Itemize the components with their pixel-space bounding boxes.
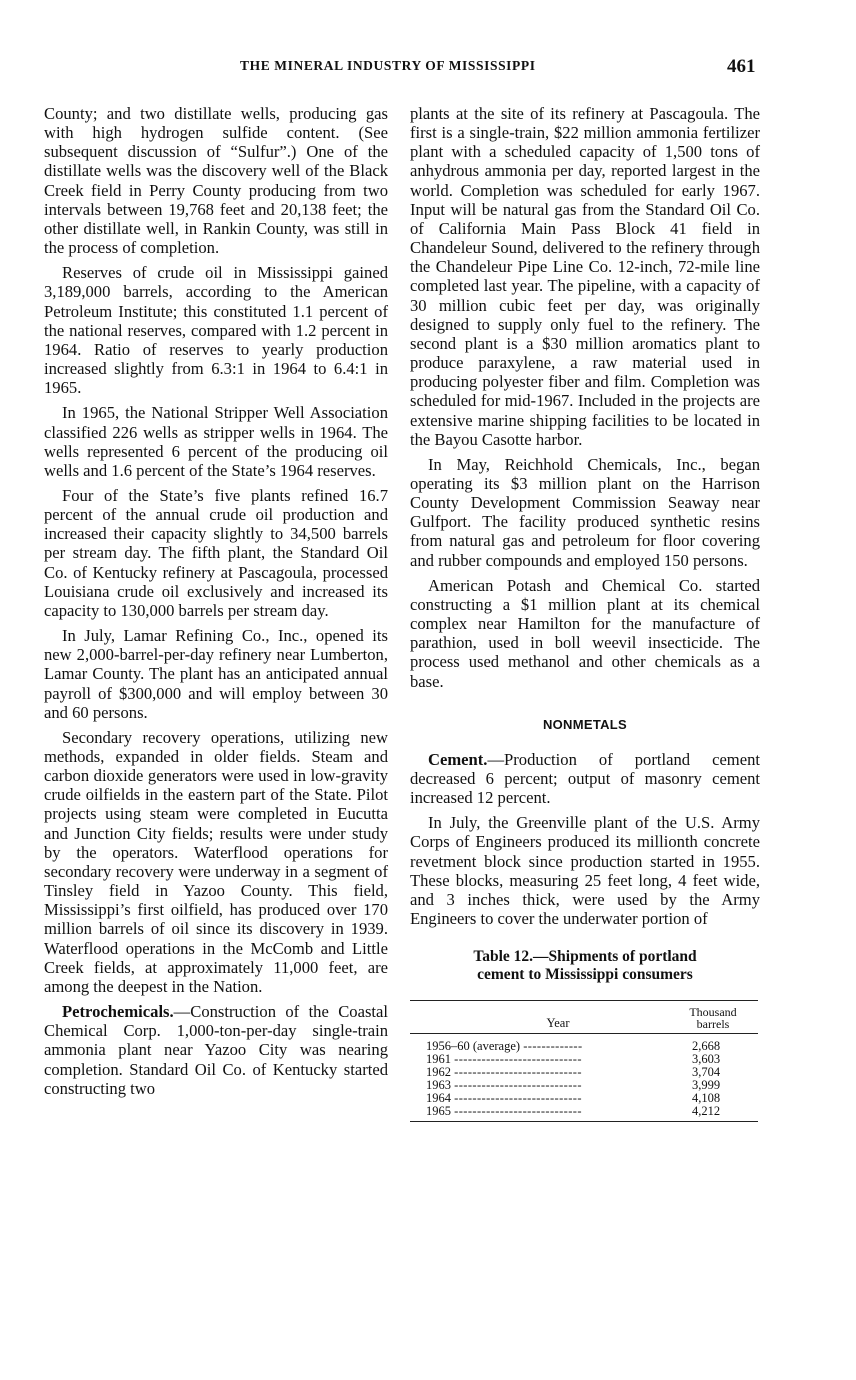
paragraph: plants at the site of its refinery at Pascagoula. The first is a single-train, $22 million ammonia fertilizer plant with a scheduled capacity of 1,500 tons of anhydrous ammonia per day, reported largest in the world. Completion was scheduled for early 1967. Input will be natural gas from the Standard Oil Co. of California Main Pass Block 41 field in Chandeleur Sound, delivered to the refinery through the Chandeleur Pipe Line Co. 12-inch, 72-mile line completed last year. The pipeline, with a capacity of 30 million cubic feet per day, was originally designed to supply only fuel to the refinery. The second plant is a $30 million aromatics plant to produce paraxylene, a raw material used in producing polyester fiber and film. Completion was scheduled for mid-1967. Included in the projects are extensive marine shipping facilities to be located in the Bayou Casotte harbor.: [410, 104, 760, 449]
runin-heading-cement: Cement.: [428, 749, 488, 769]
paragraph: American Potash and Chemical Co. started constructing a $1 million plant at its chemical complex near Hamilton for the manufacture of parathion, used in boll weevil insecticide. The process used methanol and other chemicals as a base.: [410, 575, 760, 691]
table-cell-year: 1961: [426, 1053, 451, 1067]
runin-heading-petrochemicals: Petrochemicals.: [62, 1002, 174, 1022]
right-column: [410, 104, 760, 1122]
paragraph: In July, Lamar Refining Co., Inc., opened its new 2,000-barrel-per-day refinery near Lumberton, Lamar County. The plant has an anticipated annual payroll of $300,000 and will employ between 30 and 60 persons.: [44, 626, 388, 722]
table-title: [410, 948, 760, 984]
leader-dots: ----------------------------: [454, 1066, 582, 1080]
paragraph: Reserves of crude oil in Mississippi gained 3,189,000 barrels, according to the American Petroleum Institute; this constituted 1.1 percent of the national reserves, compared with 1.2 percent in 1964. Ratio of reserves to yearly production increased slightly from 6.3:1 in 1964 to 6.4:1 in 1965.: [44, 263, 388, 398]
table-cell-value: 3,999: [692, 1078, 721, 1093]
paragraph: In 1965, the National Stripper Well Association classified 226 wells as stripper wells in 1964. The wells represented 6 percent of the producing oil wells and 1.6 percent of the State’s 1964 reserves.: [44, 403, 388, 480]
cement-paragraph: [410, 750, 760, 807]
table-cell-year: 1956–60 (average): [426, 1039, 521, 1054]
leader-dots: ----------------------------: [454, 1092, 582, 1106]
table-cell-value: 3,704: [692, 1065, 721, 1080]
table-cell-year: 1962: [426, 1066, 451, 1080]
paragraph: Four of the State’s five plants refined 16.7 percent of the annual crude oil production and increased their capacity slightly to 34,500 barrels per stream day. The fifth plant, the Standard Oil Co. of Kentucky refinery at Pascagoula, processed Louisiana crude oil exclusively and increased its capacity to 130,000 barrels per stream day.: [44, 485, 388, 620]
column-header-thousand-barrels: [668, 1001, 758, 1034]
table-row: [410, 1034, 758, 1054]
table-cell-value: 3,603: [692, 1052, 721, 1067]
table-cell-year: 1963: [426, 1079, 451, 1093]
column-header-line: Thousand: [689, 1005, 737, 1020]
petrochemicals-paragraph: [44, 1002, 388, 1098]
column-header-line: barrels: [696, 1017, 730, 1032]
table-row: [410, 1105, 758, 1122]
petrochemicals-text: —Construction of the Coastal Chemical Corp. 1,000-ton-per-day single-train ammonia plant near Yazoo City was nearing completion. Standard Oil Co. of Kentucky started constructing two: [44, 1002, 388, 1098]
shipments-table: [410, 1000, 758, 1122]
table-header-row: [410, 1001, 758, 1034]
column-header-year: Year: [410, 1001, 668, 1034]
paragraph: County; and two distillate wells, producing gas with high hydrogen sulfide content. (See subsequent discussion of “Sulfur”.) One of the distillate wells was the discovery well of the Black Creek field in Perry County producing from two intervals between 19,768 feet and 20,138 feet; the other distillate well, in Rankin County, was still in the process of completion.: [44, 104, 388, 258]
leader-dots: ----------------------------: [454, 1105, 582, 1119]
table-cell-year: 1964: [426, 1092, 451, 1106]
table-cell-value: 2,668: [692, 1039, 721, 1054]
leader-dots: ----------------------------: [454, 1079, 582, 1093]
table-title-line: cement to Mississippi consumers: [477, 966, 693, 984]
section-heading-nonmetals: NONMETALS: [542, 716, 628, 732]
leader-dots: ----------------------------: [454, 1053, 582, 1067]
running-title: THE MINERAL INDUSTRY OF MISSISSIPPI: [240, 58, 536, 73]
leader-dots: -------------: [523, 1039, 583, 1054]
page-number: 461: [727, 56, 756, 77]
paragraph: In May, Reichhold Chemicals, Inc., began operating its $3 million plant on the Harrison County Development Commission Seaway near Gulfport. The facility produced synthetic resins from natural gas and petroleum for floor covering and rubber compounds and employed 150 persons.: [410, 454, 760, 570]
table-cell-value: 4,212: [668, 1105, 758, 1122]
table-cell-value: 4,108: [692, 1091, 721, 1106]
running-header: [0, 56, 856, 80]
paragraph: In July, the Greenville plant of the U.S. Army Corps of Engineers produced its millionth concrete revetment block since production started in 1955. These blocks, measuring 25 feet long, 4 feet wide, and 3 inches thick, were used by the Army Engineers to cover the underwater portion of: [410, 813, 760, 929]
table-title-line: Table 12.—Shipments of portland: [473, 948, 697, 966]
cement-text: —Production of portland cement decreased 6 percent; output of masonry cement increased 12 percent.: [410, 749, 760, 808]
paragraph: Secondary recovery operations, utilizing new methods, expanded in older fields. Steam and carbon dioxide generators were used in low-gravity crude oilfields in the eastern part of the State. Pilot projects using steam were completed in Eucutta and Junction City fields; results were under study by the operators. Waterflood operations for secondary recovery were underway in a segment of Tinsley field in Yazoo County. This field, Mississippi’s first oilfield, has produced over 170 million barrels of oil since its discovery in 1939. Waterflood operations in the McComb and Little Creek fields, at approximately 11,000 feet, are among the deepest in the Nation.: [44, 727, 388, 996]
left-column: [44, 104, 388, 1104]
table-cell-year: 1965: [426, 1105, 451, 1119]
